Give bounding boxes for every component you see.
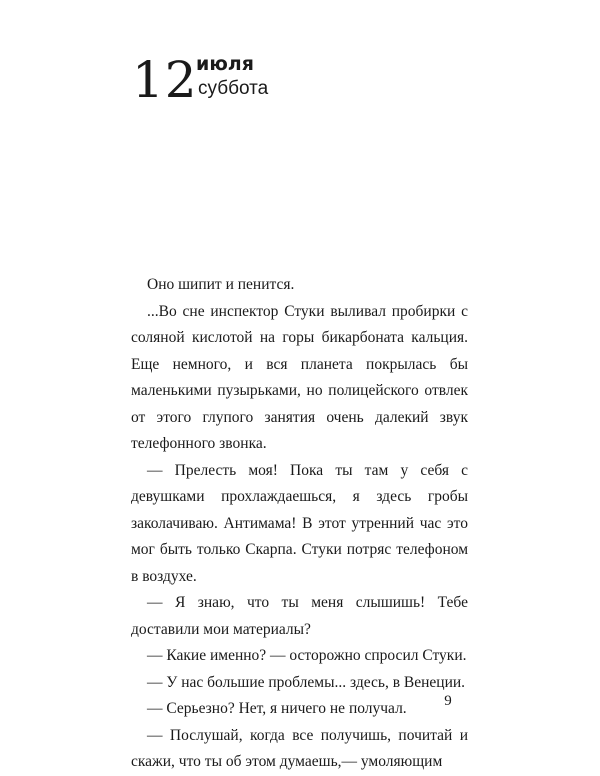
page-number: 9 xyxy=(444,693,452,709)
paragraph: — Серьезно? Нет, я ничего не получал. xyxy=(147,700,407,717)
paragraph: — У нас большие проблемы... здесь, в Венеции. xyxy=(147,673,466,691)
month-label: июля xyxy=(196,53,254,75)
paragraph: — Послушай, когда все получишь, почитай и скажи, что ты об этом думаешь,— умоляющим xyxy=(131,726,468,770)
paragraph: — Какие именно? — осторожно спросил Стуки. xyxy=(147,647,467,664)
paragraph: — Прелесть моя! Пока ты там у себя с девушками прохлаждаешься, я здесь гробы заколачиваю. Антимама! В этот утренний час это мог быть только Скарпа. Стуки потряс телефоном в воздухе. xyxy=(131,461,468,585)
paragraph: ...Во сне инспектор Стуки выливал пробирки с соляной кислотой на горы бикарбоната кальция. Еще немного, и вся планета покрылась бы маленькими пузырьками, но полицейского отвлек от этого глупого занятия очень далекий звук телефонного звонка. xyxy=(131,302,468,452)
weekday-label: суббота xyxy=(198,78,269,99)
day-number: 12 xyxy=(132,51,198,109)
paragraph: — Я знаю, что ты меня слышишь! Тебе доставили мои материалы? xyxy=(131,594,468,638)
page-number-footer xyxy=(0,692,600,710)
paragraph: Оно шипит и пенится. xyxy=(147,276,295,293)
